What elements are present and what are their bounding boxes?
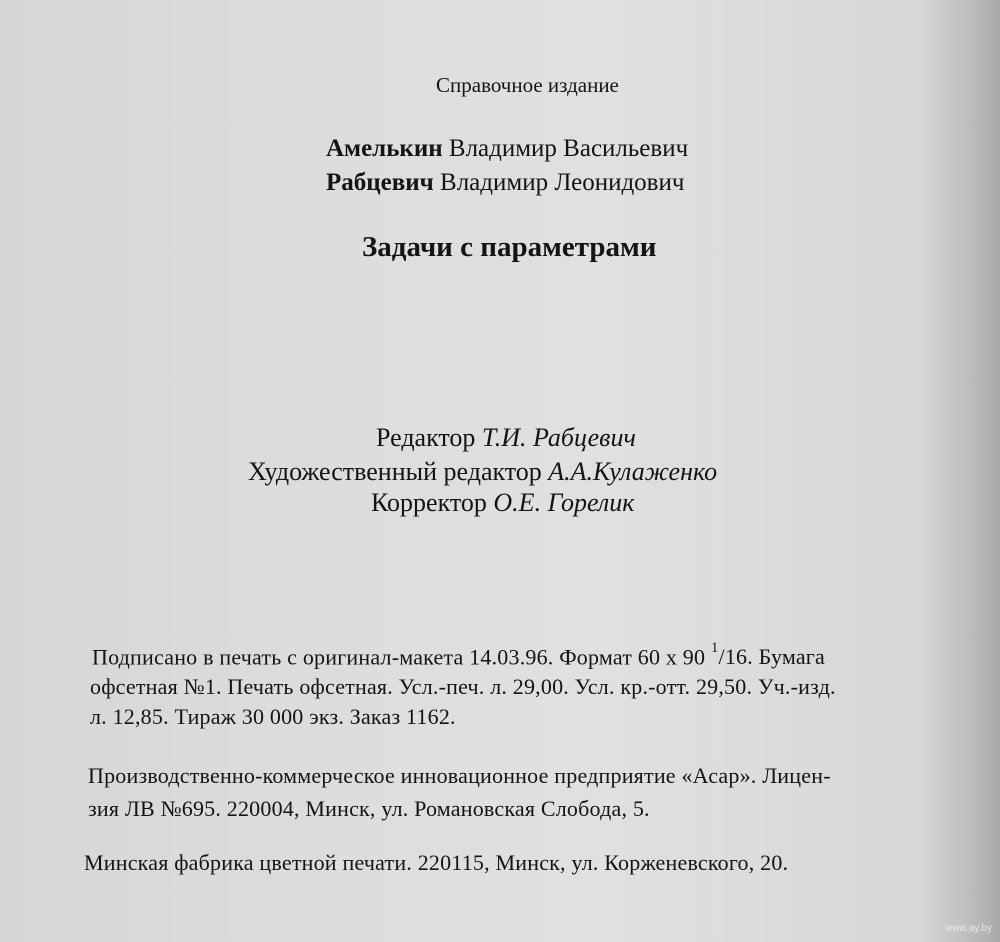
imprint-line: офсетная №1. Печать офсетная. Усл.-печ. л. 29,00. Усл. кр.-отт. 29,50. Уч.-изд.: [90, 674, 836, 699]
credit-line: [248, 459, 717, 485]
imprint-line: л. 12,85. Тираж 30 000 экз. Заказ 1162.: [90, 704, 456, 729]
publisher-line: Производственно-коммерческое инновационное предприятие «Асар». Лицен-: [88, 763, 831, 788]
format-fraction: [710, 640, 825, 670]
imprint-line: [92, 640, 825, 670]
credit-line: [376, 425, 636, 451]
credit-name: О.Е. Горелик: [493, 488, 635, 517]
edition-type: Справочное издание: [436, 73, 619, 97]
fraction-numerator: 1: [710, 640, 719, 656]
author-given-name: Владимир Леонидович: [440, 169, 685, 196]
watermark: www.ay.by: [944, 923, 992, 934]
credit-name: Т.И. Рабцевич: [481, 423, 636, 452]
printer-line: Минская фабрика цветной печати. 220115, Минск, ул. Корженевского, 20.: [84, 850, 789, 875]
credit-line: [371, 490, 634, 516]
credit-name: А.А.Кулаженко: [548, 457, 718, 486]
author-line: [326, 170, 684, 195]
fraction-rest: /16. Бумага: [718, 644, 825, 670]
author-given-name: Владимир Васильевич: [448, 135, 689, 162]
credit-role: Художественный редактор: [248, 457, 542, 486]
book-title: Задачи с параметрами: [362, 231, 657, 263]
author-surname: Рабцевич: [326, 169, 434, 196]
credit-role: Корректор: [371, 488, 487, 517]
credit-role: Редактор: [376, 423, 476, 452]
publisher-line: зия ЛВ №695. 220004, Минск, ул. Романовская Слобода, 5.: [88, 796, 650, 821]
author-surname: Амелькин: [326, 135, 443, 162]
imprint-text: Подписано в печать с оригинал-макета 14.03.96. Формат 60 x 90: [92, 644, 706, 670]
author-line: [326, 136, 688, 161]
